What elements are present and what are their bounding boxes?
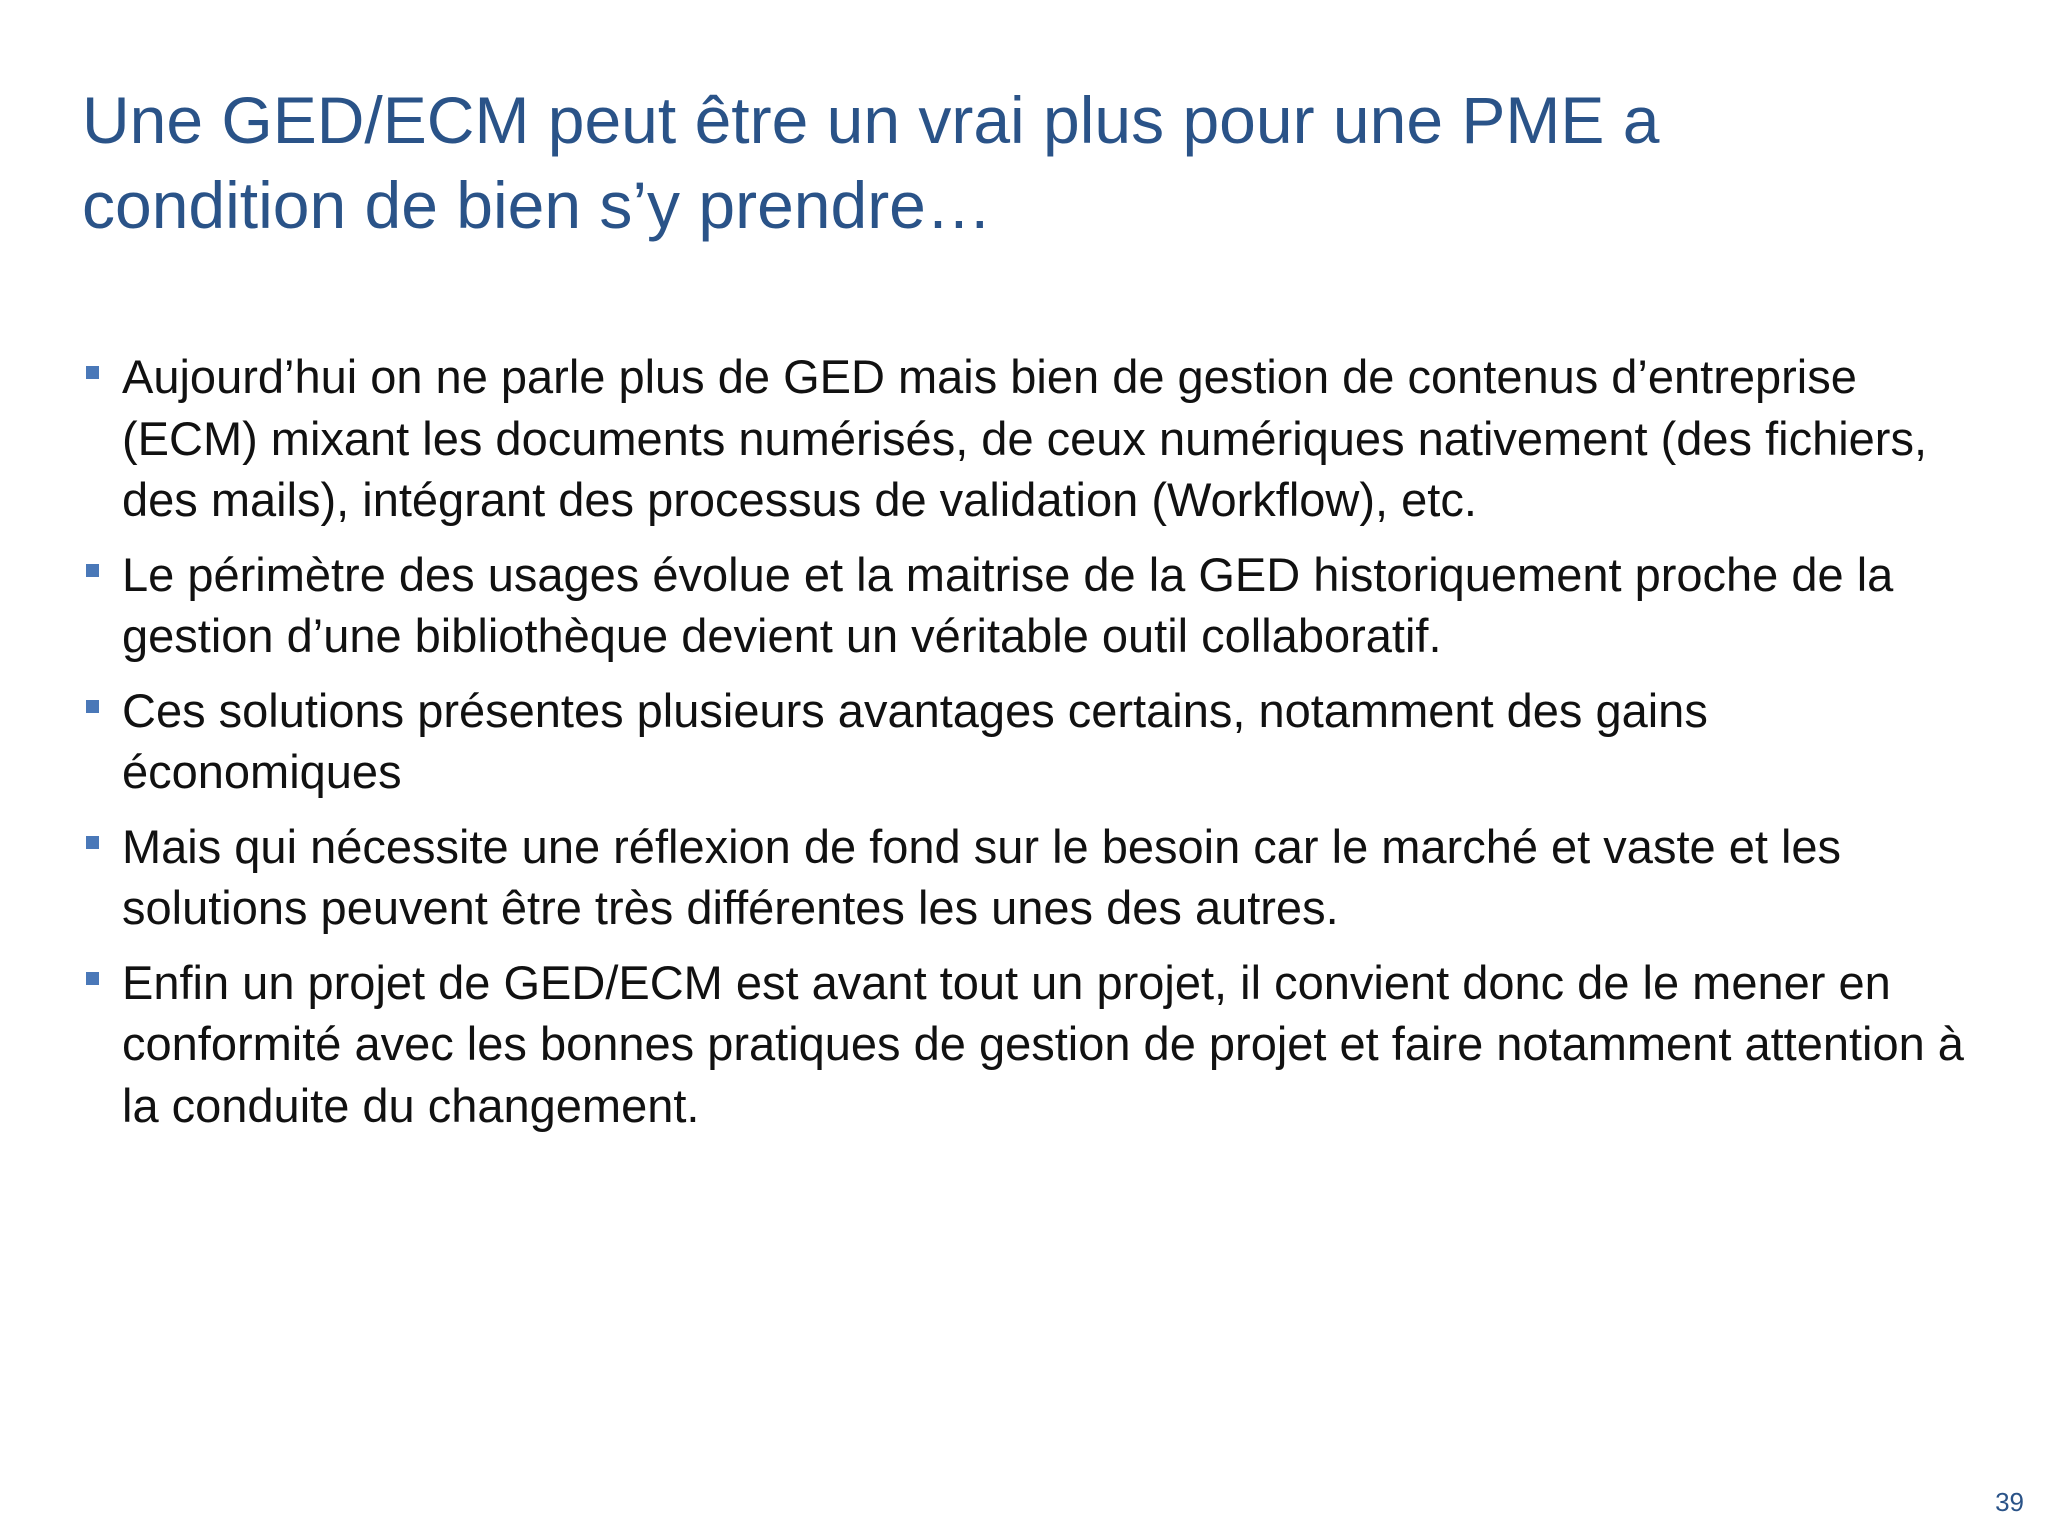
bullet-text: Aujourd’hui on ne parle plus de GED mais bien de gestion de contenus d’entreprise (ECM) mixant les documents numérisés, de ceux numériques nativement (des fichiers, des mails), intégrant des processus de validation (Workflow), etc. [122,350,1928,526]
list-item [82,680,1982,803]
page-number: 39 [1995,1487,2024,1517]
slide-title: Une GED/ECM peut être un vrai plus pour une PME a condition de bien s’y prendre… [82,83,1660,242]
square-bullet-icon [86,972,99,985]
square-bullet-icon [86,366,99,379]
bullet-list [82,346,1982,1149]
bullet-text: Le périmètre des usages évolue et la maitrise de la GED historiquement proche de la gestion d’une bibliothèque devient un véritable outil collaboratif. [122,547,1894,662]
list-item [82,544,1982,667]
square-bullet-icon [86,836,99,849]
list-item [82,952,1982,1137]
list-item [82,816,1982,939]
square-bullet-icon [86,564,99,577]
list-item [82,346,1982,531]
bullet-text: Ces solutions présentes plusieurs avantages certains, notamment des gains économiques [122,683,1708,798]
bullet-text: Mais qui nécessite une réflexion de fond sur le besoin car le marché et vaste et les solutions peuvent être très différentes les unes des autres. [122,819,1842,934]
bullet-text: Enfin un projet de GED/ECM est avant tout un projet, il convient donc de le mener en conformité avec les bonnes pratiques de gestion de projet et faire notamment attention à la conduite du changement. [122,955,1964,1132]
square-bullet-icon [86,700,99,713]
